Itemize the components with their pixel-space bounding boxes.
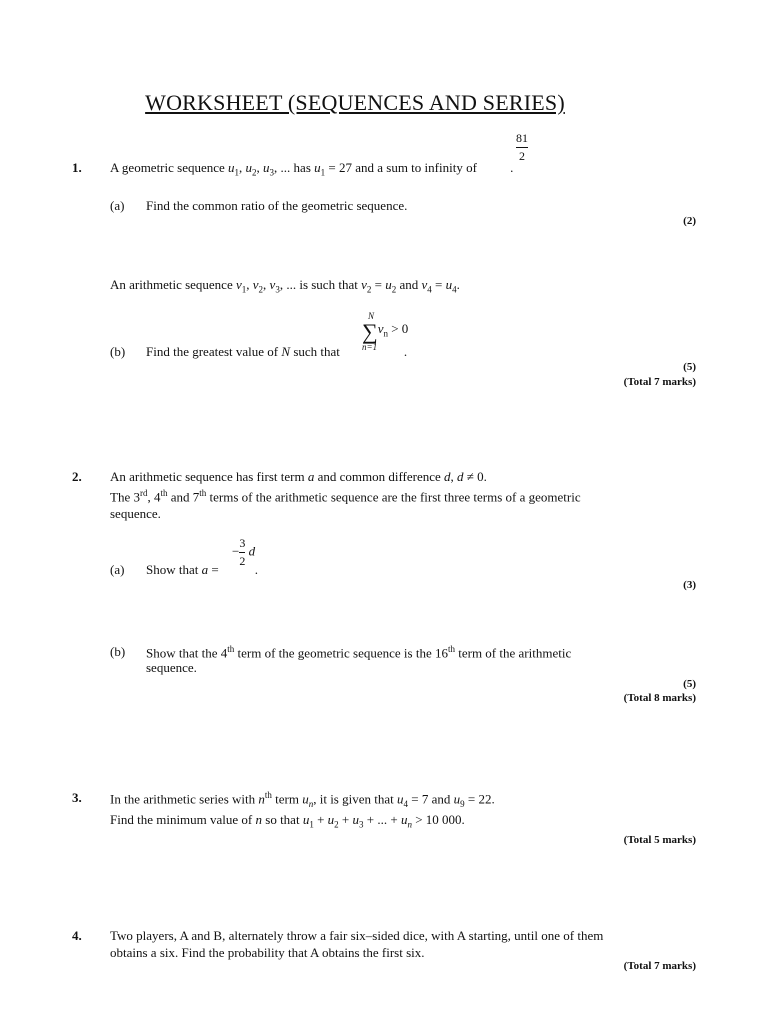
q2-part-b-text-cont: sequence.	[146, 660, 197, 675]
page-title: WORKSHEET (SEQUENCES AND SERIES)	[145, 90, 565, 115]
question-3-number: 3.	[72, 790, 82, 805]
q1-frac-num: 81	[516, 131, 528, 145]
q2-part-a-text: Show that a = .	[146, 562, 258, 577]
q1-part-b-text: Find the greatest value of N such that .	[146, 344, 408, 359]
q1-frac-den: 2	[519, 149, 525, 164]
q1-stem: A geometric sequence $u_1$, $u_2$, $u_3$, ... has $u_1 = 27$ and a sum to infinity of .	[110, 160, 514, 178]
q2-line-2: The 3rd, 4th and 7th terms of the arithmetic sequence are the first three terms of a geometric	[110, 488, 581, 505]
question-2-number: 2.	[72, 469, 82, 484]
q2-fraction: − $\frac{3}{2}$ d	[232, 536, 256, 569]
q3-total-marks: (Total 5 marks)	[623, 834, 696, 846]
q1-fraction	[516, 132, 528, 163]
q1-part-b-marks: (5)	[683, 361, 696, 373]
q1-sum-expression: N $\sum v_n > 0$ n=1	[362, 311, 409, 352]
question-1-number: 1.	[72, 160, 82, 175]
q1-part-b-label: (b)	[110, 344, 126, 359]
q2-total-marks: (Total 8 marks)	[623, 692, 696, 704]
q2-line-3: sequence.	[110, 506, 161, 521]
q3-line-2: Find the minimum value of n so that $u_1 + u_2 + u_3$ + ... + $u_n > 10$ 000.	[110, 812, 465, 830]
q3-line-1: In the arithmetic series with $n^{th}$ term $u_n$, it is given that $u_4 = 7$ and $u_9 = 22$.	[110, 790, 495, 809]
q2-part-b-marks: (5)	[683, 678, 696, 690]
q4-line-1: Two players, A and B, alternately throw a fair six–sided dice, with A starting, until one of them	[110, 928, 604, 943]
q1-part-a-text: Find the common ratio of the geometric sequence.	[146, 198, 408, 213]
q2-part-a-marks: (3)	[683, 579, 696, 591]
q1-part-a-label: (a)	[110, 198, 125, 213]
question-4-number: 4.	[72, 928, 82, 943]
q1-part-a-marks: (2)	[683, 215, 696, 227]
q4-total-marks: (Total 7 marks)	[623, 960, 696, 972]
q2-part-a-label: (a)	[110, 562, 125, 577]
q2-line-1: An arithmetic sequence has first term a and common difference d, d ≠ 0.	[110, 469, 487, 484]
q2-part-b-text: Show that the 4th term of the geometric sequence is the 16th term of the arithmetic	[146, 644, 572, 661]
q1-total-marks: (Total 7 marks)	[623, 376, 696, 388]
q2-part-b-label: (b)	[110, 644, 126, 659]
q1-arith-statement: An arithmetic sequence $v_1$, $v_2$, $v_3$, ... is such that $v_2 = u_2$ and $v_4 = u_4$.	[110, 277, 460, 295]
q4-line-2: obtains a six. Find the probability that A obtains the first six.	[110, 945, 425, 960]
